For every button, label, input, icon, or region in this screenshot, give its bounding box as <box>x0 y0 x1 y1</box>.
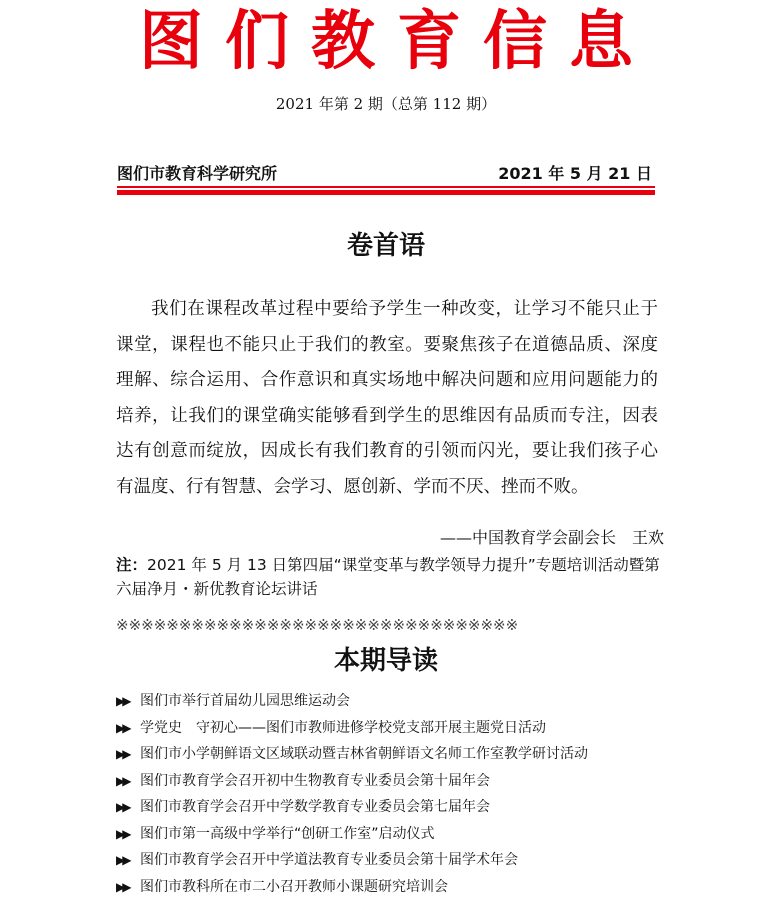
publisher-name: 图们市教育科学研究所 <box>117 164 278 183</box>
publication-date: 2021 年 5 月 21 日 <box>498 164 652 183</box>
asterism-divider: ※※※※※※※※※※※※※※※※※※※※※※※※※※※※※※※※ <box>116 616 519 634</box>
toc-item[interactable] <box>116 874 676 901</box>
double-arrow-icon: ▶▶ <box>116 694 129 708</box>
issue-number: 2021 年第 2 期（总第 112 期） <box>275 95 497 113</box>
double-arrow-icon: ▶▶ <box>116 826 129 841</box>
double-arrow-icon: ▶▶ <box>116 773 129 788</box>
double-arrow-icon: ▶▶ <box>116 720 129 735</box>
double-arrow-icon: ▶▶ <box>116 853 129 867</box>
toc-list <box>116 688 676 900</box>
toc-item-label: 图们市举行首届幼儿园思维运动会 <box>140 693 350 709</box>
note-label: 注： <box>116 556 148 574</box>
double-arrow-icon: ▶▶ <box>116 879 129 894</box>
toc-item-label: 图们市第一高级中学举行“创研工作室”启动仪式 <box>140 825 435 842</box>
toc-item[interactable] <box>116 715 676 742</box>
toc-item-label: 图们市教育学会召开初中生物教育专业委员会第十届年会 <box>140 772 490 789</box>
toc-item[interactable] <box>116 821 676 848</box>
preface-attribution: ——中国教育学会副会长 王欢 <box>439 528 664 547</box>
preface-note <box>116 553 660 601</box>
toc-item[interactable] <box>116 688 676 715</box>
toc-item-label: 图们市教育学会召开中学道法教育专业委员会第十届学术年会 <box>140 852 518 868</box>
toc-item[interactable] <box>116 741 676 768</box>
toc-item-label: 图们市教育学会召开中学数学教育专业委员会第七届年会 <box>140 799 490 815</box>
toc-title: 本期导读 <box>333 646 438 676</box>
toc-item-label: 图们市小学朝鲜语文区域联动暨吉林省朝鲜语文名师工作室教学研讨活动 <box>140 746 588 762</box>
toc-item-label: 图们市教科所在市二小召开教师小课题研究培训会 <box>140 878 448 895</box>
masthead-title: 图们教育信息 <box>139 4 655 79</box>
toc-item[interactable] <box>116 794 676 821</box>
preface-body: 我们在课程改革过程中要给予学生一种改变，让学习不能只止于课堂，课程也不能只止于我们的教室。要聚焦孩子在道德品质、深度理解、综合运用、合作意识和真实场地中解决问题和应用问题能力的培养，让我们的课堂确实能够看到学生的思维因有品质而专注，因表达有创意而绽放，因成长有我们教育的引领而闪光，要让我们孩子心有温度、行有智慧、会学习、愿创新、学而不厌、挫而不败。 <box>116 299 658 497</box>
double-arrow-icon: ▶▶ <box>116 800 129 814</box>
header-rule-thin <box>117 186 655 188</box>
toc-item-label: 学党史 守初心——图们市教师进修学校党支部开展主题党日活动 <box>140 719 546 736</box>
header-rule-thick <box>117 190 655 195</box>
note-text: 2021 年 5 月 13 日第四届“课堂变革与教学领导力提升”专题培训活动暨第六届净月・新优教育论坛讲话 <box>116 556 660 598</box>
preface-title: 卷首语 <box>346 231 425 261</box>
double-arrow-icon: ▶▶ <box>116 747 129 761</box>
toc-item[interactable] <box>116 768 676 795</box>
toc-item[interactable] <box>116 847 676 874</box>
